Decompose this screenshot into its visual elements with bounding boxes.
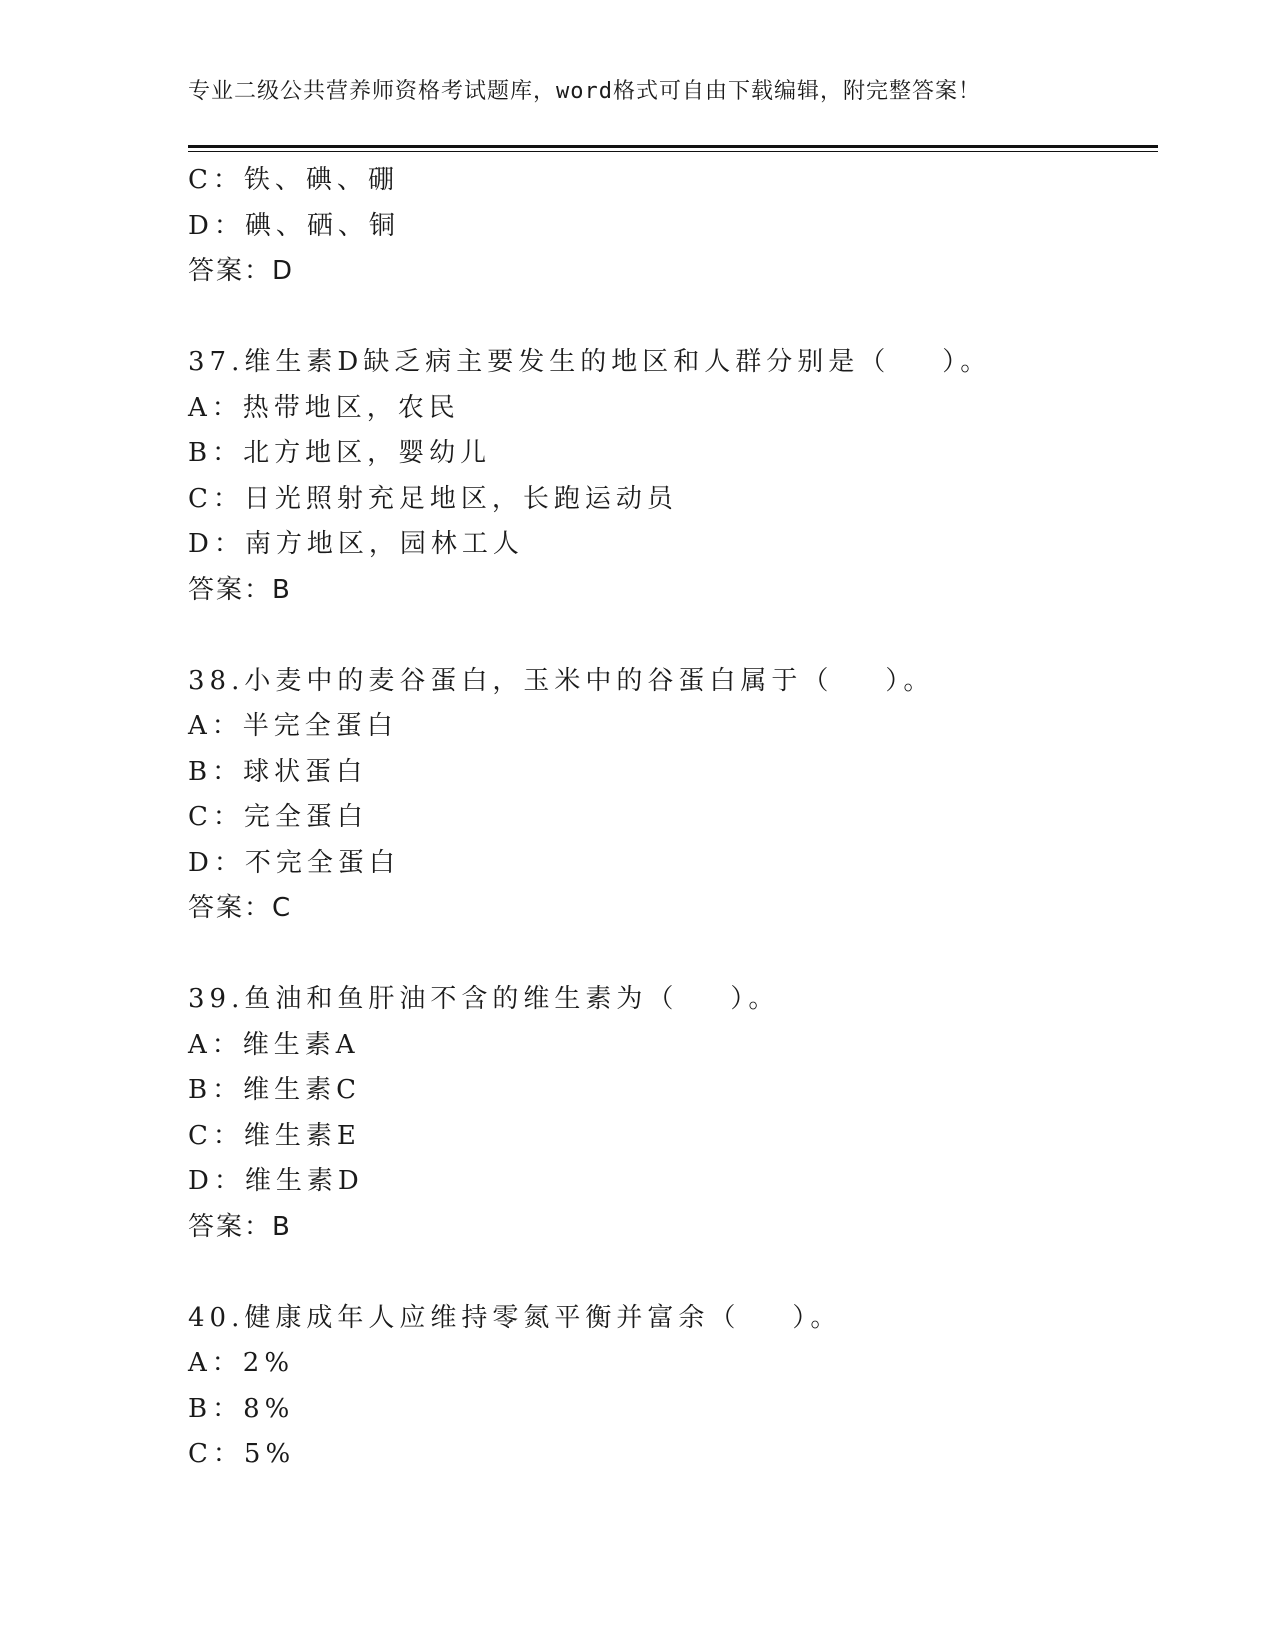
option-letter: C: [188, 1120, 213, 1151]
spacer: [188, 932, 1158, 978]
question-stem: [188, 977, 1158, 1023]
option-letter: A: [188, 1348, 212, 1378]
stem-text-end: ）。: [792, 1302, 842, 1333]
option-text: 碘、硒、铜: [244, 210, 400, 241]
option-text: 维生素C: [243, 1075, 362, 1105]
option-letter: A: [188, 711, 212, 741]
option-text: 完全蛋白: [243, 802, 368, 832]
question-list: [188, 158, 1158, 1478]
stem-text: 38.小麦中的麦谷蛋白，玉米中的谷蛋白属于（: [188, 665, 834, 696]
option-line: D：碘、硒、铜: [188, 210, 400, 241]
option-line: C：日光照射充足地区，长跑运动员: [188, 483, 678, 514]
option-letter: B: [188, 756, 213, 787]
option-line: B：球状蛋白: [188, 756, 368, 787]
option-line: B：北方地区，婴幼儿: [188, 438, 492, 468]
option-letter: A: [188, 392, 212, 423]
option-letter: D: [188, 1166, 214, 1196]
option-letter: C: [188, 483, 213, 514]
option-line: C：维生素E: [188, 1120, 361, 1151]
option-line: C：铁、碘、硼: [188, 165, 399, 195]
option-letter: D: [188, 847, 214, 878]
option-line: B：维生素C: [188, 1075, 362, 1105]
option-letter: B: [188, 438, 213, 468]
option-text: 球状蛋白: [243, 756, 368, 787]
stem-text-end: ）。: [885, 665, 935, 696]
option-line: A：半完全蛋白: [188, 711, 398, 741]
option-text: 维生素A: [242, 1029, 360, 1060]
option-letter: A: [188, 1029, 212, 1060]
question-stem: [188, 340, 1158, 386]
option-text: 维生素D: [244, 1166, 364, 1196]
option-letter: B: [188, 1075, 213, 1105]
option-text: 北方地区，婴幼儿: [243, 438, 492, 468]
option-letter: B: [188, 1393, 213, 1424]
option-line: A：热带地区，农民: [188, 392, 460, 423]
spacer: [188, 295, 1158, 341]
spacer: [188, 613, 1158, 659]
stem-text-end: ）。: [730, 984, 780, 1014]
option-line: D：南方地区，园林工人: [188, 529, 524, 559]
option-letter: C: [188, 1439, 213, 1469]
option-line: D：维生素D: [188, 1166, 364, 1196]
header-divider: [188, 145, 1158, 152]
option-line: C：完全蛋白: [188, 802, 368, 832]
option-text: 8%: [243, 1393, 295, 1424]
option-text: 日光照射充足地区，长跑运动员: [243, 483, 678, 514]
option-text: 维生素E: [243, 1120, 361, 1151]
stem-text: 37.维生素D缺乏病主要发生的地区和人群分别是（: [188, 347, 891, 377]
option-line: B：8%: [188, 1393, 295, 1424]
option-text: 不完全蛋白: [244, 847, 400, 878]
answer-line: 答案：B: [188, 574, 292, 605]
option-letter: D: [188, 529, 214, 559]
stem-text: 39.鱼油和鱼肝油不含的维生素为（: [188, 984, 679, 1014]
stem-text-end: ）。: [942, 347, 992, 377]
option-text: 南方地区，园林工人: [244, 529, 524, 559]
option-text: 半完全蛋白: [242, 711, 398, 741]
answer-line: 答案：D: [188, 256, 295, 286]
option-line: A：2%: [188, 1348, 295, 1378]
option-letter: C: [188, 802, 213, 832]
option-letter: C: [188, 165, 213, 195]
answer-line: 答案：B: [188, 1211, 292, 1242]
question-stem: [188, 1296, 1158, 1342]
question-stem: [188, 659, 1158, 705]
page-header: 专业二级公共营养师资格考试题库，word格式可自由下载编辑，附完整答案！: [188, 79, 981, 104]
option-line: C：5%: [188, 1439, 296, 1469]
spacer: [188, 1250, 1158, 1296]
option-line: A：维生素A: [188, 1029, 360, 1060]
option-text: 2%: [242, 1348, 295, 1378]
answer-line: 答案：C: [188, 893, 293, 923]
stem-text: 40.健康成年人应维持零氮平衡并富余（: [188, 1302, 741, 1333]
option-text: 铁、碘、硼: [243, 165, 399, 195]
option-text: 热带地区，农民: [242, 392, 460, 423]
option-line: D：不完全蛋白: [188, 847, 400, 878]
option-text: 5%: [243, 1439, 296, 1469]
option-letter: D: [188, 210, 214, 241]
